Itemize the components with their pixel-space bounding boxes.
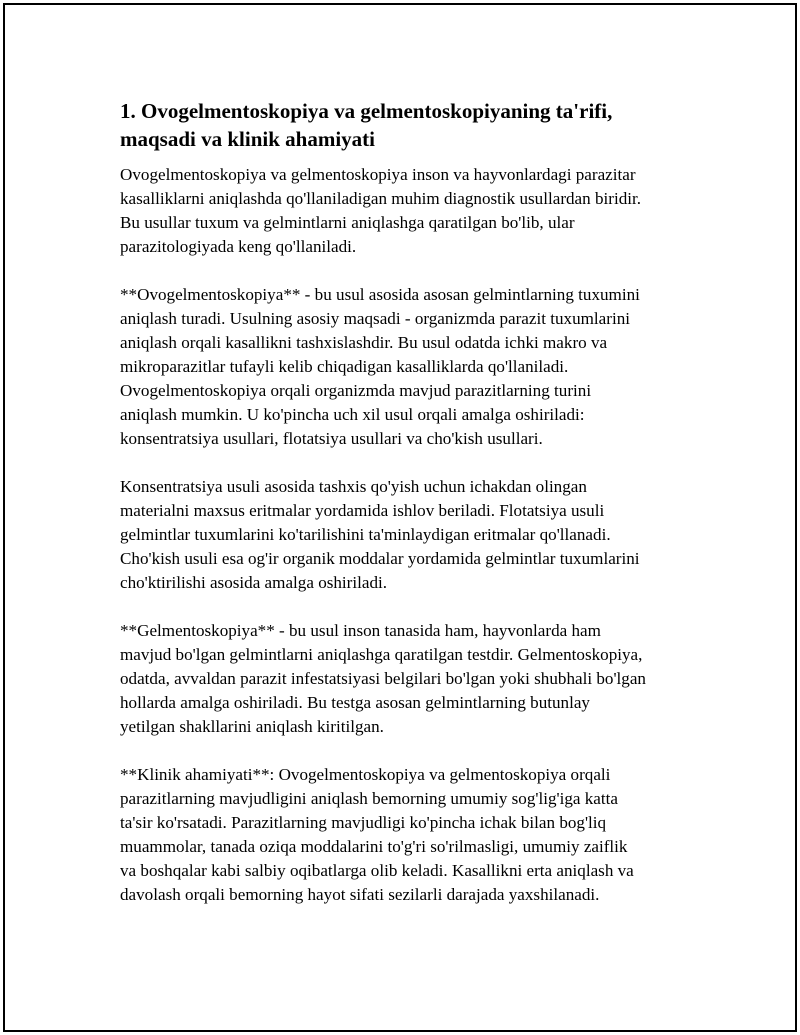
text-line: aniqlash turadi. Usulning asosiy maqsadi - organizmda parazit tuxumlarini [120, 309, 631, 328]
text-line: va boshqalar kabi salbiy oqibatlarga olib keladi. Kasallikni erta aniqlash va [120, 861, 634, 880]
text-line: Ovogelmentoskopiya va gelmentoskopiya inson va hayvonlardagi parazitar [120, 165, 636, 184]
text-line: Cho'kish usuli esa og'ir organik moddalar yordamida gelmintlar tuxumlarini [120, 549, 640, 568]
text-line: parazitlarning mavjudligini aniqlash bemorning umumiy sog'lig'iga katta [120, 789, 618, 808]
text-line: yetilgan shakllarini aniqlash kiritilgan. [120, 717, 384, 736]
text-line: mavjud bo'lgan gelmintlarni aniqlashga qaratilgan testdir. Gelmentoskopiya, [120, 645, 643, 664]
text-line: materialni maxsus eritmalar yordamida ishlov beriladi. Flotatsiya usuli [120, 501, 605, 520]
text-line: kasalliklarni aniqlashda qo'llaniladigan muhim diagnostik usullardan biridir. [120, 189, 642, 208]
text-line: Ovogelmentoskopiya orqali organizmda mavjud parazitlarning turini [120, 381, 592, 400]
text-line: Konsentratsiya usuli asosida tashxis qo'yish uchun ichakdan olingan [120, 477, 587, 496]
text-line: konsentratsiya usullari, flotatsiya usullari va cho'kish usullari. [120, 429, 543, 448]
text-line: **Klinik ahamiyati**: Ovogelmentoskopiya va gelmentoskopiya orqali [120, 765, 611, 784]
paragraph-gelmentoskopiya [120, 619, 700, 739]
paragraph-klinik-ahamiyati [120, 763, 700, 907]
text-line: hollarda amalga oshiriladi. Bu testga asosan gelmintlarning butunlay [120, 693, 590, 712]
text-line: Bu usullar tuxum va gelmintlarni aniqlashga qaratilgan bo'lib, ular [120, 213, 575, 232]
paragraph-konsentratsiya [120, 475, 700, 595]
text-line: aniqlash orqali kasallikni tashxislashdir. Bu usul odatda ichki makro va [120, 333, 608, 352]
heading-line: 1. Ovogelmentoskopiya va gelmentoskopiyaning ta'rifi, [120, 99, 613, 123]
text-line: cho'ktirilishi asosida amalga oshiriladi. [120, 573, 388, 592]
text-line: mikroparazitlar tufayli kelib chiqadigan kasalliklarda qo'llaniladi. [120, 357, 569, 376]
text-line: odatda, avvaldan parazit infestatsiyasi belgilari bo'lgan yoki shubhali bo'lgan [120, 669, 646, 688]
heading-line: maqsadi va klinik ahamiyati [120, 127, 375, 151]
paragraph-ovogelmentoskopiya [120, 283, 700, 451]
section-heading [120, 97, 700, 153]
text-line: muammolar, tanada oziqa moddalarini to'g'ri so'rilmasligi, umumiy zaiflik [120, 837, 628, 856]
text-line: davolash orqali bemorning hayot sifati sezilarli darajada yaxshilanadi. [120, 885, 600, 904]
text-line: **Gelmentoskopiya** - bu usul inson tanasida ham, hayvonlarda ham [120, 621, 601, 640]
text-line: ta'sir ko'rsatadi. Parazitlarning mavjudligi ko'pincha ichak bilan bog'liq [120, 813, 607, 832]
page-frame [3, 3, 797, 1032]
text-line: **Ovogelmentoskopiya** - bu usul asosida asosan gelmintlarning tuxumini [120, 285, 640, 304]
text-line: aniqlash mumkin. U ko'pincha uch xil usul orqali amalga oshiriladi: [120, 405, 585, 424]
paragraph-intro [120, 163, 700, 259]
text-line: parazitologiyada keng qo'llaniladi. [120, 237, 357, 256]
document-body [120, 97, 700, 931]
text-line: gelmintlar tuxumlarini ko'tarilishini ta'minlaydigan eritmalar qo'llanadi. [120, 525, 611, 544]
